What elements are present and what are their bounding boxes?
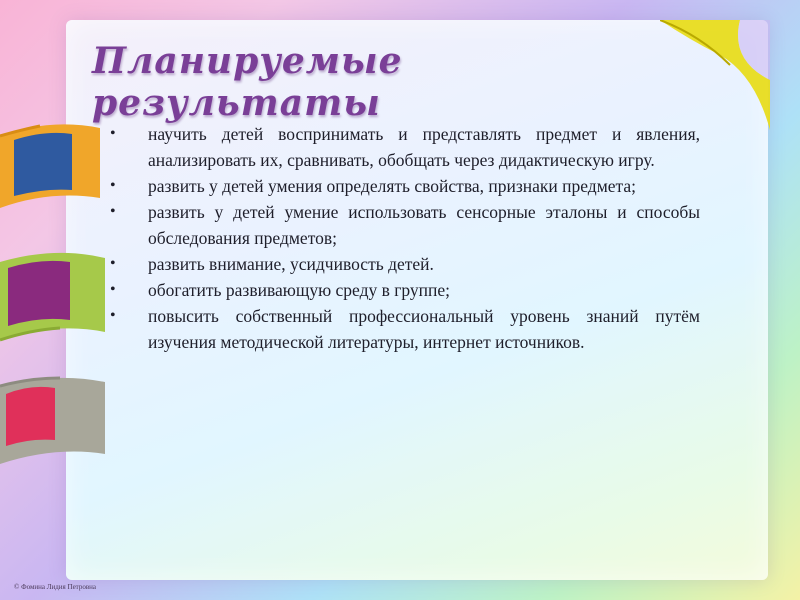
list-item-text: обогатить развивающую среду в группе; [148, 280, 451, 300]
list-item [110, 303, 700, 355]
list-item [110, 251, 700, 277]
bullet-icon: • [110, 203, 116, 220]
list-item-text: развить у детей умения определять свойства, признаки предмета; [148, 176, 637, 196]
list-item [110, 199, 700, 251]
bullet-icon: • [110, 125, 116, 142]
grey-ribbon [0, 370, 110, 470]
copyright-note: © Фомина Лидия Петровна [14, 583, 96, 591]
list-item-text: развить у детей умение использовать сенсорные эталоны и способы обследования предметов; [148, 202, 700, 248]
list-item-text: повысить собственный профессиональный уровень знаний путём изучения методической литературы, интернет источников. [148, 306, 700, 352]
orange-ribbon [0, 118, 110, 214]
green-ribbon [0, 246, 110, 346]
bullet-icon: • [110, 281, 116, 298]
list-item-text: развить внимание, усидчивость детей. [148, 254, 434, 274]
list-item [110, 173, 700, 199]
results-list [110, 121, 700, 355]
bullet-icon: • [110, 177, 116, 194]
list-item-text: научить детей воспринимать и представлять предмет и явления, анализировать их, сравнивать, обобщать через дидактическую игру. [148, 124, 700, 170]
bullet-icon: • [110, 307, 116, 324]
page-title: Планируемые результаты [92, 40, 403, 124]
list-item [110, 121, 700, 173]
list-item [110, 277, 700, 303]
bullet-icon: • [110, 255, 116, 272]
